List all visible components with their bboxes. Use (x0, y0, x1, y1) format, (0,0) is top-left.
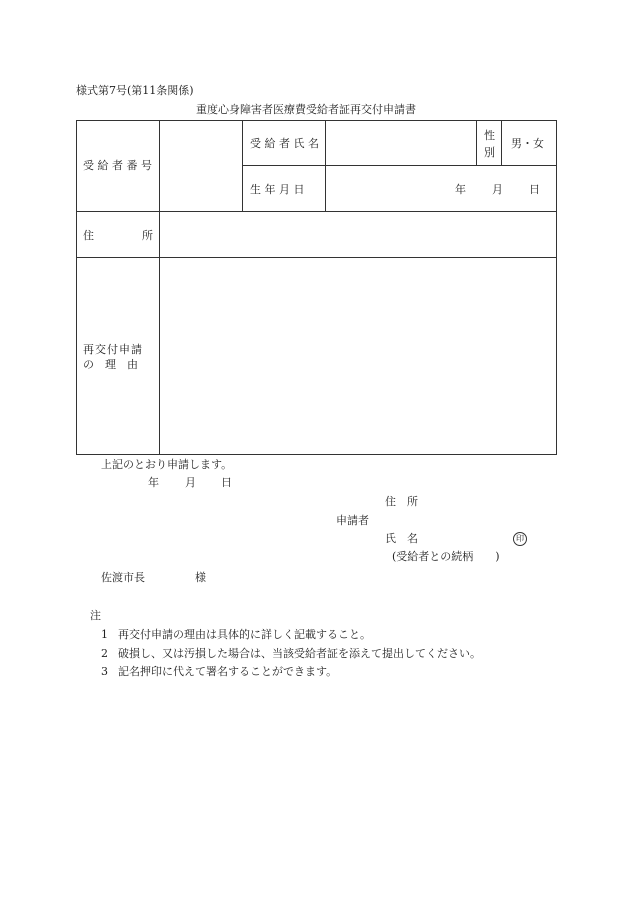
note-text: 記名押印に代えて署名することができます。 (118, 665, 338, 678)
recipient-name-field[interactable] (326, 121, 476, 165)
seal-mark: 印 (513, 532, 527, 546)
address-label-1: 住 (83, 229, 94, 242)
note-number: 2 (101, 647, 108, 660)
reason-label-2: の 理 由 (83, 358, 138, 371)
applicant-label: 申請者 (336, 514, 369, 527)
addressee-office: 佐渡市長 (101, 571, 145, 584)
declaration-text: 上記のとおり申請します。 (101, 458, 233, 471)
addressee-honorific: 様 (195, 571, 206, 584)
note-text: 破損し、又は汚損した場合は、当該受給者証を添えて提出してください。 (118, 647, 481, 660)
birthdate-day-label: 日 (529, 183, 540, 196)
form-number: 様式第7号(第11条関係) (76, 84, 194, 97)
note-number: 3 (101, 665, 108, 678)
page-title: 重度心身障害者医療費受給者証再交付申請書 (196, 103, 416, 116)
note-number: 1 (101, 628, 108, 641)
recipient-number-field[interactable] (160, 121, 242, 211)
recipient-name-label: 受 給 者 氏 名 (250, 137, 319, 150)
reason-field[interactable] (160, 258, 556, 454)
relationship-label: (受給者との続柄 ) (392, 550, 500, 563)
address-field[interactable] (160, 212, 556, 257)
date-month: 月 (185, 476, 196, 489)
date-year: 年 (148, 476, 159, 489)
birthdate-field[interactable] (326, 166, 556, 211)
gender-label-top: 性 (484, 129, 495, 142)
address-label-2: 所 (142, 229, 153, 242)
gender-label-bottom: 別 (484, 146, 495, 159)
applicant-name-label: 氏 名 (385, 532, 418, 545)
recipient-number-label: 受 給 者 番 号 (83, 159, 152, 172)
date-day: 日 (221, 476, 232, 489)
reason-label-1: 再交付申請 (83, 343, 143, 356)
birthdate-label: 生 年 月 日 (250, 183, 305, 196)
birthdate-year-label: 年 (455, 183, 466, 196)
applicant-address-label: 住 所 (385, 495, 418, 508)
notes-heading: 注 (90, 609, 101, 622)
note-text: 再交付申請の理由は具体的に詳しく記載すること。 (118, 628, 371, 641)
gender-options[interactable]: 男・女 (511, 137, 544, 150)
birthdate-month-label: 月 (492, 183, 503, 196)
